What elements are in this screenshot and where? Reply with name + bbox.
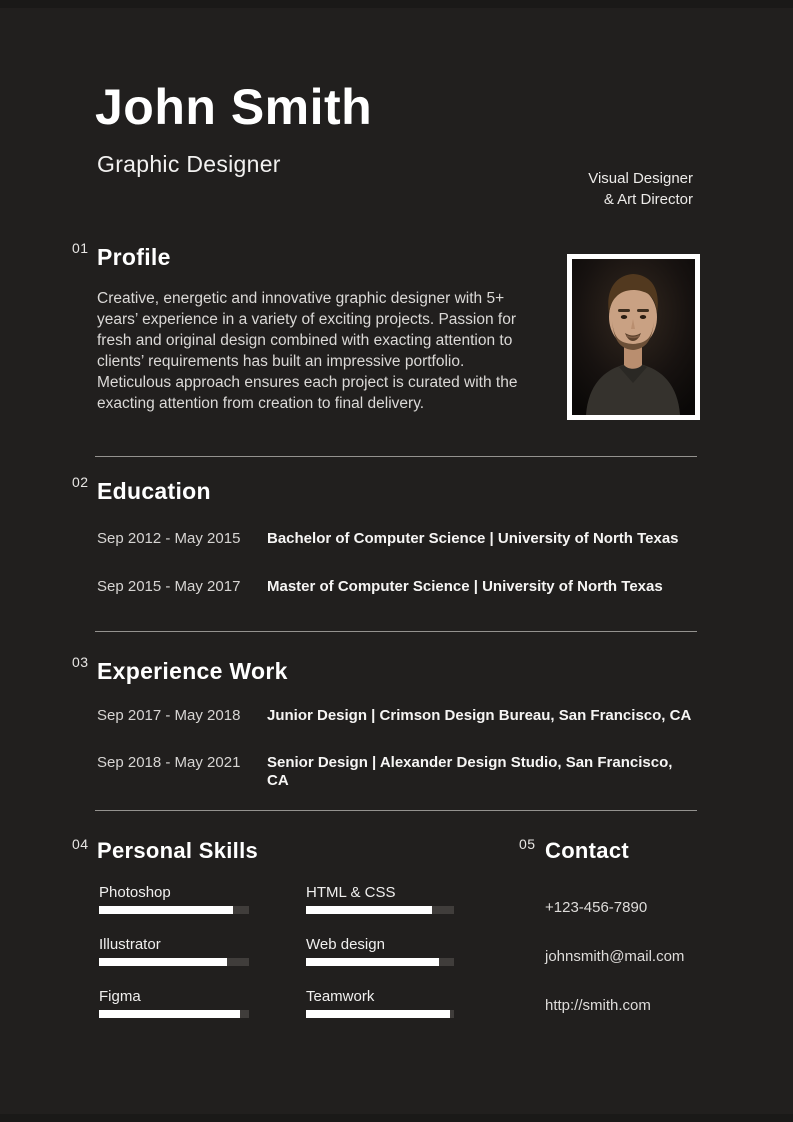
skill-label: Web design [306, 936, 385, 953]
section-number-skills: 04 [72, 836, 89, 852]
experience-dates: Sep 2017 - May 2018 [97, 707, 241, 724]
experience-details: Junior Design | Crimson Design Bureau, San Francisco, CA [267, 707, 692, 724]
skill-item [306, 988, 454, 1018]
divider [95, 631, 697, 632]
section-number-experience: 03 [72, 654, 89, 670]
divider [95, 810, 697, 811]
skill-bar-fill [99, 906, 233, 914]
skills-column-left [99, 884, 249, 1040]
skill-bar-track [306, 958, 454, 966]
divider [95, 456, 697, 457]
contact-website: http://smith.com [545, 997, 651, 1014]
skill-bar-fill [306, 906, 432, 914]
skill-label: Photoshop [99, 884, 171, 901]
side-role-line2: & Art Director [603, 191, 693, 208]
side-role [588, 168, 693, 210]
section-number-profile: 01 [72, 240, 89, 256]
contact-phone: +123-456-7890 [545, 899, 648, 916]
skill-item [99, 988, 249, 1018]
skill-bar-fill [306, 1010, 450, 1018]
skill-bar-fill [306, 958, 439, 966]
skill-item [306, 884, 454, 914]
side-role-line1: Visual Designer [588, 170, 693, 187]
section-number-contact: 05 [519, 836, 536, 852]
skill-bar-track [99, 958, 249, 966]
section-heading-contact: Contact [545, 838, 629, 863]
skill-bar-track [99, 906, 249, 914]
skill-bar-track [306, 906, 454, 914]
section-heading-profile: Profile [97, 244, 171, 270]
education-dates: Sep 2012 - May 2015 [97, 530, 241, 547]
skill-item [306, 936, 454, 966]
experience-dates: Sep 2018 - May 2021 [97, 754, 241, 771]
experience-row [97, 754, 697, 790]
skill-label: Teamwork [306, 988, 375, 1005]
profile-photo [567, 254, 700, 420]
section-heading-skills: Personal Skills [97, 838, 259, 863]
education-row [97, 578, 697, 596]
skill-bar-fill [99, 958, 227, 966]
skill-item [99, 936, 249, 966]
experience-row [97, 707, 697, 725]
education-details: Master of Computer Science | University of North Texas [267, 578, 663, 595]
skills-column-right [306, 884, 454, 1040]
skill-bar-track [99, 1010, 249, 1018]
person-name: John Smith [95, 79, 373, 135]
contact-email: johnsmith@mail.com [545, 948, 685, 965]
experience-details: Senior Design | Alexander Design Studio, San Francisco, CA [267, 754, 673, 789]
contact-list [545, 899, 684, 1046]
skill-bar-fill [99, 1010, 240, 1018]
section-heading-experience: Experience Work [97, 658, 288, 684]
profile-paragraph: Creative, energetic and innovative graphic designer with 5+ years’ experience in a variety of exciting projects. Passion for fresh and original design combined with exacting attention to clients’ requirements has built an impressive portfolio. Meticulous approach ensures each project is curated with the exacting attention from creation to final delivery. [97, 290, 518, 412]
skill-label: Figma [99, 988, 141, 1005]
section-number-education: 02 [72, 474, 89, 490]
skill-item [99, 884, 249, 914]
skill-bar-track [306, 1010, 454, 1018]
education-details: Bachelor of Computer Science | University of North Texas [267, 530, 679, 547]
skill-label: HTML & CSS [306, 884, 396, 901]
section-heading-education: Education [97, 478, 211, 504]
portrait-illustration [572, 259, 695, 415]
education-row [97, 530, 697, 548]
person-title: Graphic Designer [97, 151, 281, 177]
skill-label: Illustrator [99, 936, 161, 953]
education-dates: Sep 2015 - May 2017 [97, 578, 241, 595]
